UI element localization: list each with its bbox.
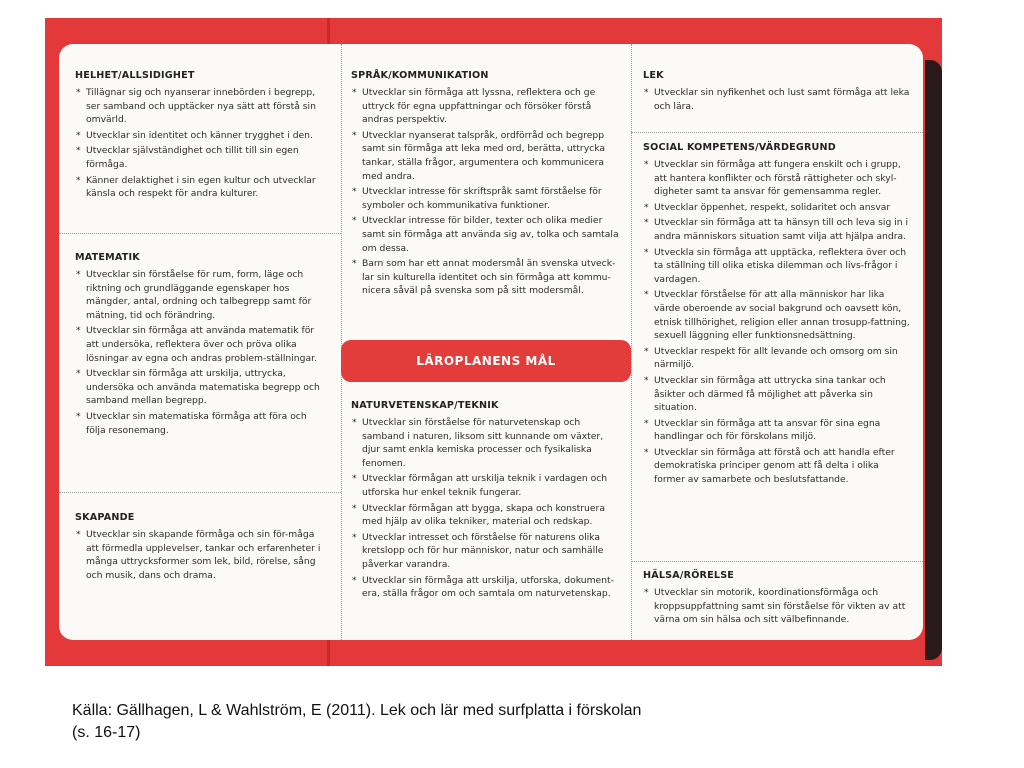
section-naturvetenskap [351, 400, 623, 603]
section-title-matematik: MATEMATIK [75, 252, 140, 263]
row-divider-matematik [59, 492, 341, 493]
goals-banner: LÄROPLANENS MÅL [341, 340, 631, 382]
list-item: * Utvecklar självständighet och tillit till sin egen förmåga. [75, 144, 327, 171]
list-item: * Utvecklar sin motorik, koordinationsförmåga och kroppsuppfattning samt sin förståelse för vikten av att värna om sin hälsa och sitt välbefinnande. [643, 586, 911, 627]
list-item: * Utvecklar sin skapande förmåga och sin för-måga att förmedla upplevelser, tankar och erfarenheter i många uttrycksformer som lek, bild, rörelse, sång och musik, dans och drama. [75, 528, 327, 582]
brochure-shadow [925, 60, 942, 660]
list-item: * Utvecklar sin matematiska förmåga att föra och följa resonemang. [75, 410, 327, 437]
list-item: * Känner delaktighet i sin egen kultur och utvecklar känsla och respekt för andra kulturer. [75, 174, 327, 201]
section-title-naturvetenskap: NATURVETENSKAP/TEKNIK [351, 400, 499, 411]
section-sprak [351, 70, 623, 300]
section-title-social: SOCIAL KOMPETENS/VÄRDEGRUND [643, 142, 836, 153]
list-item: * Tillägnar sig och nyanserar innebörden i begrepp, ser samband och upptäcker nya sätt att förstå sin omvärld. [75, 86, 327, 127]
list-item: * Utvecklar sin förmåga att fungera enskilt och i grupp, att hantera konflikter och förstå rättigheter och skyl-digheter samt ta ansvar för gemensamma regler. [643, 158, 911, 199]
list-item: * Utvecklar sin identitet och känner trygghet i den. [75, 129, 327, 143]
list-item: * Utvecklar öppenhet, respekt, solidaritet och ansvar [643, 201, 911, 215]
source-citation [72, 700, 641, 744]
list-item: * Utvecklar förmågan att bygga, skapa och konstruera med hjälp av olika tekniker, material och redskap. [351, 502, 623, 529]
list-item: * Utvecklar sin förmåga att ta ansvar för sina egna handlingar och för förskolans miljö. [643, 417, 911, 444]
source-line-2: (s. 16-17) [72, 724, 141, 741]
list-item: * Utvecklar sin förmåga att ta hänsyn till och leva sig in i andra människors situation samt vilja att hjälpa andra. [643, 216, 911, 243]
source-line-1: Källa: Gällhagen, L & Wahlström, E (2011). Lek och lär med surfplatta i förskolan [72, 702, 642, 719]
list-item: * Utvecklar förmågan att urskilja teknik i vardagen och utforska hur enkel teknik fungerar. [351, 472, 623, 499]
section-title-helhet: HELHET/ALLSIDIGHET [75, 70, 195, 81]
column-divider-left [341, 44, 342, 640]
list-item: * Barn som har ett annat modersmål än svenska utveck-lar sin kulturella identitet och sin förmåga att kommu-nicera såväl på svenska som på sitt modersmål. [351, 257, 623, 298]
list-item: * Utvecklar nyanserat talspråk, ordförråd och begrepp samt sin förmåga att leka med ord, berätta, uttrycka tankar, ställa frågor, argumentera och kommunicera med andra. [351, 129, 623, 183]
row-divider-social [631, 561, 923, 562]
list-item: * Utvecklar respekt för allt levande och omsorg om sin närmiljö. [643, 345, 911, 372]
list-item: * Utvecklar sin förmåga att urskilja, utforska, dokument-era, ställa frågor om och samtala om naturvetenskap. [351, 574, 623, 601]
column-divider-right [631, 44, 632, 640]
section-skapande [75, 512, 327, 584]
list-item: * Utvecklar intresse för skriftspråk samt förståelse för symboler och kommunikativa funktioner. [351, 185, 623, 212]
list-item: * Utvecklar sin förmåga att urskilja, uttrycka, undersöka och använda matematiska begrepp och samband mellan begrepp. [75, 367, 327, 408]
section-halsa [643, 570, 911, 629]
list-item: * Utvecklar förståelse för att alla människor har lika värde oberoende av social bakgrund och oavsett kön, etnisk tillhörighet, religion eller annan trosupp-fattning, sexuell läggning eller funktionsnedsättning. [643, 288, 911, 342]
list-item: * Utvecklar sin nyfikenhet och lust samt förmåga att leka och lära. [643, 86, 911, 113]
section-title-halsa: HÄLSA/RÖRELSE [643, 570, 735, 581]
list-item: * Utvecklar sin förmåga att använda matematik för att undersöka, reflektera över och pröva olika lösningar av egna och andras problem-ställningar. [75, 324, 327, 365]
list-item: * Utvecklar sin förmåga att lyssna, reflektera och ge uttryck för egna uppfattningar och försöker förstå andras perspektiv. [351, 86, 623, 127]
section-lek [643, 70, 911, 115]
list-item: * Utvecklar sin förmåga att förstå och att handla efter demokratiska principer genom att få delta i olika former av samarbete och beslutsfattande. [643, 446, 911, 487]
list-item: * Utvecklar sin förståelse för naturvetenskap och samband i naturen, liksom sitt kunnande om växter, djur samt enkla kemiska processer och fysikaliska fenomen. [351, 416, 623, 470]
section-title-skapande: SKAPANDE [75, 512, 135, 523]
brochure-card [59, 44, 923, 640]
section-title-sprak: SPRÅK/KOMMUNIKATION [351, 70, 489, 81]
list-item: * Utvecklar sin förmåga att uttrycka sina tankar och åsikter och därmed få möjlighet att påverka sin situation. [643, 374, 911, 415]
brochure-photo [45, 18, 942, 666]
list-item: * Utvecklar intresse för bilder, texter och olika medier samt sin förmåga att använda sig av, tolka och samtala om dessa. [351, 214, 623, 255]
section-social [643, 142, 911, 489]
section-helhet [75, 70, 327, 203]
row-divider-lek [631, 132, 923, 133]
section-title-lek: LEK [643, 70, 664, 81]
list-item: * Utvecklar sin förståelse för rum, form, läge och riktning och grundläggande egenskaper hos mängder, antal, ordning och talbegrepp samt för mätning, tid och förändring. [75, 268, 327, 322]
row-divider-helhet [59, 233, 341, 234]
list-item: * Utvecklar intresset och förståelse för naturens olika kretslopp och för hur människor, natur och samhälle påverkar varandra. [351, 531, 623, 572]
section-matematik [75, 252, 327, 439]
list-item: * Utveckla sin förmåga att upptäcka, reflektera över och ta ställning till olika etiska dilemman och livs-frågor i vardagen. [643, 246, 911, 287]
